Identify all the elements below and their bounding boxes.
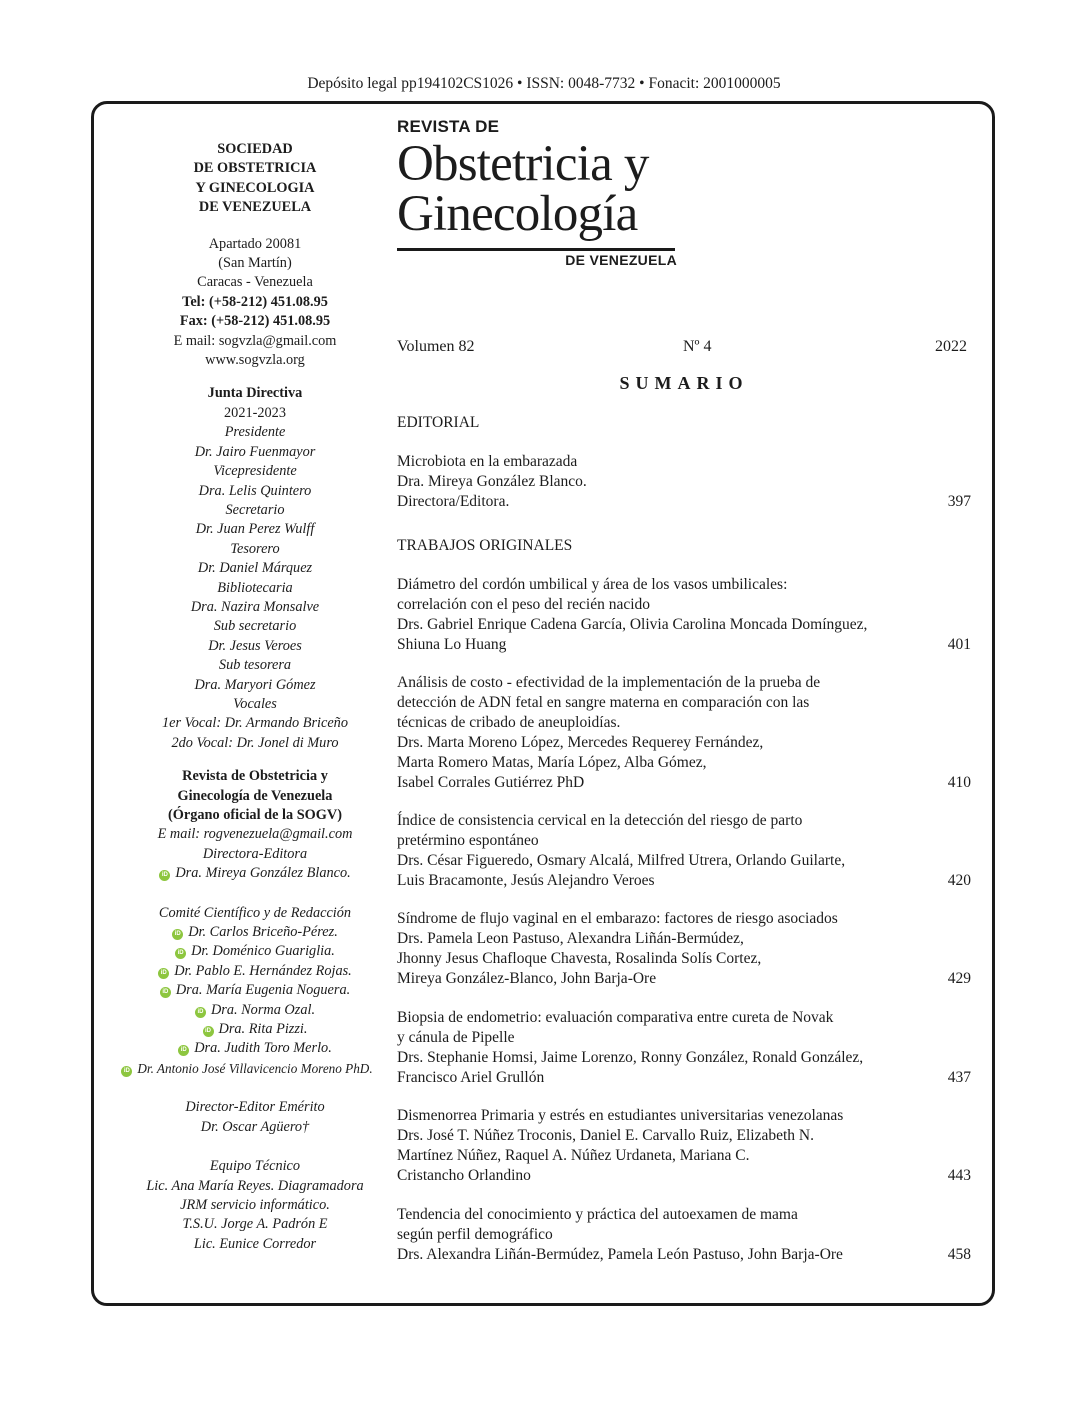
- comite-member: iD Dra. Rita Pizzi.: [110, 1020, 400, 1039]
- toc-article[interactable]: Biopsia de endometrio: evaluación comparativa entre cureta de Novak y cánula de Pipelle Drs. Stephanie Homsi, Jaime Lorenzo, Ronny González, Ronald González, Francisco Ariel Grullón 437: [397, 1009, 971, 1086]
- junta-period: 2021-2023: [224, 404, 286, 421]
- page-number: 429: [947, 970, 971, 987]
- comite-heading: Comité Científico y de Redacción: [158, 904, 352, 921]
- orcid-icon[interactable]: iD: [203, 1026, 214, 1037]
- society-name: SOCIEDAD DE OBSTETRICIA Y GINECOLOGIA DE VENEZUELA: [193, 141, 317, 216]
- revista-info: Revista de Obstetricia y Ginecología de Venezuela (Órgano oficial de la SOGV): [168, 768, 342, 823]
- masthead-rule: [397, 248, 675, 251]
- left-column: [110, 140, 400, 1254]
- comite-member: iD Dr. Pablo E. Hernández Rojas.: [110, 962, 400, 981]
- junta-heading: Junta Directiva: [207, 385, 303, 402]
- junta-list: Presidente Dr. Jairo Fuenmayor Vicepresidente Dra. Lelis Quintero Secretario Dr. Juan Perez Wulff Tesorero Dr. Daniel Márquez Bibliotecaria Dra. Nazira Monsalve Sub secretario Dr. Jesus Veroes Sub tesorera Dra. Maryori Gómez Vocales 1er Vocal: Dr. Armando Briceño 2do Vocal: Dr. Jonel di Muro: [162, 424, 348, 751]
- page-number: 443: [947, 1167, 971, 1184]
- masthead-post: DE VENEZUELA: [565, 252, 677, 268]
- comite-member: iD Dr. Doménico Guariglia.: [110, 942, 400, 961]
- comite-member: iD Dr. Antonio José Villavicencio Moreno PhD.: [94, 1059, 400, 1078]
- page-number: 458: [947, 1246, 971, 1263]
- equipo-heading: Equipo Técnico: [209, 1158, 301, 1175]
- orcid-icon[interactable]: iD: [159, 870, 170, 881]
- journal-masthead: [397, 117, 677, 268]
- issue-volume: Volumen 82: [397, 338, 475, 355]
- orcid-icon[interactable]: iD: [160, 987, 171, 998]
- masthead-pre: REVISTA DE: [397, 117, 500, 136]
- page-number: 410: [947, 774, 971, 791]
- revista-email[interactable]: E mail: rogvenezuela@gmail.com: [157, 826, 353, 843]
- society-fax: Fax: (+58-212) 451.08.95: [179, 313, 331, 330]
- revista-editor: iD Dra. Mireya González Blanco.: [110, 864, 400, 883]
- comite-member: iD Dra. Norma Ozal.: [110, 1001, 400, 1020]
- emerito-name: Dr. Oscar Agüero†: [200, 1118, 310, 1135]
- toc-article[interactable]: Síndrome de flujo vaginal en el embarazo: factores de riesgo asociados Drs. Pamela Leon Pastuso, Alexandra Liñán-Bermúdez, Jhonny Jesus Chafloque Chavesta, Rosalinda Solís Cortez, Mireya González-Blanco, John Barja-Ore 429: [397, 910, 971, 987]
- revista-role: Directora-Editora: [202, 845, 308, 862]
- orcid-icon[interactable]: iD: [158, 968, 169, 979]
- comite-member: iD Dra. María Eugenia Noguera.: [110, 981, 400, 1000]
- page-number: 420: [947, 872, 971, 889]
- toc-article[interactable]: Análisis de costo - efectividad de la implementación de la prueba de detección de ADN fetal en sangre materna en comparación con las técnicas de cribado de aneuploidías. Drs. Marta Moreno López, Mercedes Requerey Fernández, Marta Romero Matas, María López, Alba Gómez, Isabel Corrales Gutiérrez PhD 410: [397, 674, 971, 791]
- section-originales: TRABAJOS ORIGINALES: [397, 537, 573, 554]
- orcid-icon[interactable]: iD: [195, 1007, 206, 1018]
- society-email[interactable]: E mail: sogvzla@gmail.com: [173, 332, 337, 349]
- orcid-icon[interactable]: iD: [121, 1066, 132, 1077]
- issue-year: 2022: [935, 338, 967, 355]
- toc-article[interactable]: Índice de consistencia cervical en la detección del riesgo de parto pretérmino espontáneo Drs. César Figueredo, Osmary Alcalá, Milfred Utrera, Orlando Guilarte, Luis Bracamonte, Jesús Alejandro Veroes 420: [397, 812, 971, 889]
- legal-deposit-line: Depósito legal pp194102CS1026 • ISSN: 0048-7732 • Fonacit: 2001000005: [307, 75, 781, 92]
- society-tel: Tel: (+58-212) 451.08.95: [182, 293, 328, 310]
- comite-list: [110, 923, 400, 1078]
- page-number: 401: [947, 636, 971, 653]
- orcid-icon[interactable]: iD: [178, 1045, 189, 1056]
- equipo-list: Lic. Ana María Reyes. Diagramadora JRM servicio informático. T.S.U. Jorge A. Padrón E Lic. Eunice Corredor: [146, 1177, 364, 1252]
- sumario-heading: SUMARIO: [619, 373, 749, 393]
- toc-article[interactable]: Dismenorrea Primaria y estrés en estudiantes universitarias venezolanas Drs. José T. Núñez Troconis, Daniel E. Carvallo Ruiz, Elizabeth N. Martínez Núñez, Raquel A. Núñez Urdaneta, Mariana C. Cristancho Orlandino 443: [397, 1107, 971, 1184]
- page-number: 437: [947, 1069, 971, 1086]
- comite-member: iD Dr. Carlos Briceño-Pérez.: [110, 923, 400, 942]
- toc-editorial[interactable]: Microbiota en la embarazada Dra. Mireya González Blanco. Directora/Editora. 397: [397, 453, 971, 510]
- comite-member: iD Dra. Judith Toro Merlo.: [110, 1039, 400, 1058]
- masthead-title: Obstetricia y Ginecología: [397, 136, 649, 242]
- section-editorial: EDITORIAL: [397, 414, 480, 431]
- toc-article[interactable]: Diámetro del cordón umbilical y área de los vasos umbilicales: correlación con el peso del recién nacido Drs. Gabriel Enrique Cadena García, Olivia Carolina Moncada Domínguez, Shiuna Lo Huang 401: [397, 576, 971, 653]
- toc-article[interactable]: Tendencia del conocimiento y práctica del autoexamen de mama según perfil demográfico Drs. Alexandra Liñán-Bermúdez, Pamela León Pastuso, John Barja-Ore 458: [397, 1206, 971, 1263]
- society-web[interactable]: www.sogvzla.org: [205, 352, 305, 369]
- issue-number: Nº 4: [683, 338, 712, 355]
- orcid-icon[interactable]: iD: [172, 929, 183, 940]
- orcid-icon[interactable]: iD: [175, 948, 186, 959]
- page-number: 397: [947, 493, 971, 510]
- society-address: Apartado 20081 (San Martín) Caracas - Venezuela: [197, 235, 313, 291]
- emerito-role: Director-Editor Emérito: [185, 1099, 325, 1116]
